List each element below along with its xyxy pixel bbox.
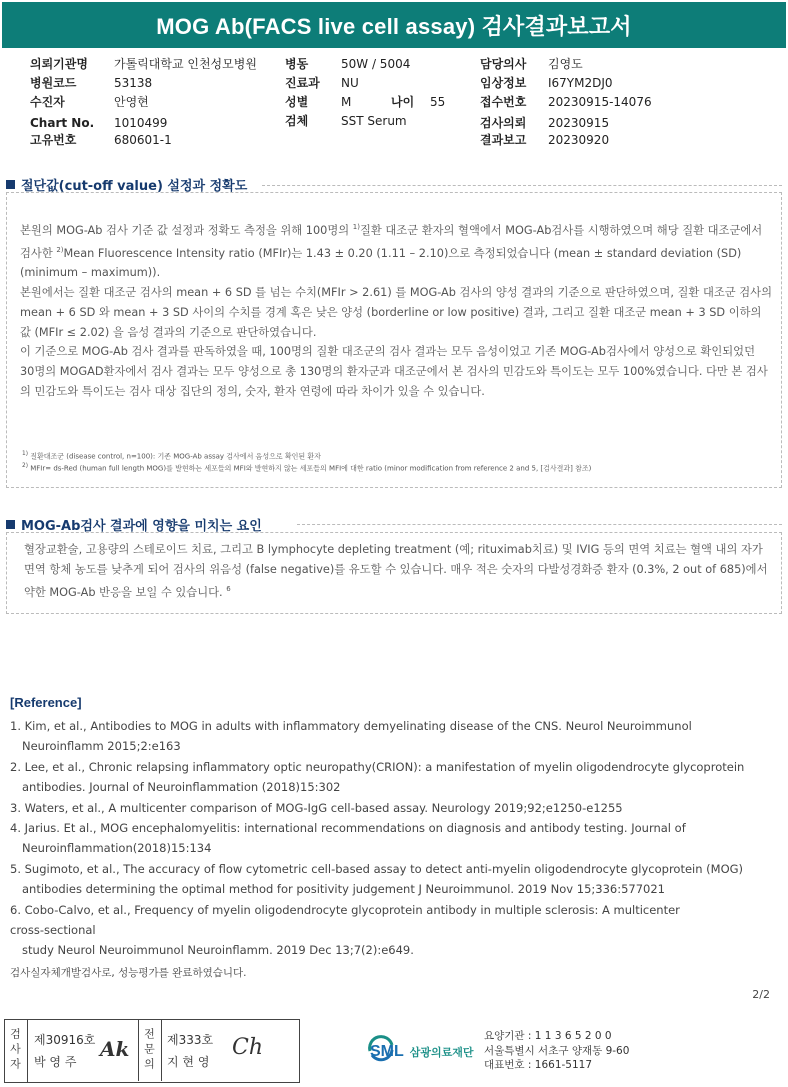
reference-item: 1. Kim, et al., Antibodies to MOG in adults with inflammatory demyelinating disease of the CNS. Neurol Neuroimmunol Neuroinflamm 2015;2:e163 xyxy=(10,719,692,754)
sml-logo xyxy=(366,1033,474,1063)
checker-license: 제333호 xyxy=(167,1033,214,1047)
label-institution: 의뢰기관명 xyxy=(30,57,88,71)
examiner-label: 검사자 xyxy=(8,1027,22,1073)
reference-item: 3. Waters, et al., A multicenter comparison of MOG-IgG cell-based assay. Neurology 2019;92;e1250-e1255 xyxy=(10,800,623,815)
value-request-date: 20230915 xyxy=(548,116,610,130)
reference-item: 4. Jarius. Et al., MOG encephalomyelitis: international recommendations on diagnosis and antibody testing. Journal of Neuroinflammation(2018)15:134 xyxy=(10,821,686,856)
divider xyxy=(262,185,782,186)
section-factors-title: MOG-Ab검사 결과에 영향을 미치는 요인 xyxy=(21,519,262,534)
checker-label: 전문의 xyxy=(142,1027,156,1073)
sml-org-name: 삼광의료재단 xyxy=(409,1046,474,1059)
label-unique-no: 고유번호 xyxy=(30,133,77,147)
label-hospital-code: 병원코드 xyxy=(30,76,77,90)
value-report-date: 20230920 xyxy=(548,133,610,147)
checker-signature: Ch xyxy=(232,1035,264,1060)
label-patient: 수진자 xyxy=(30,95,65,109)
reference-item: 5. Sugimoto, et al., The accuracy of flow cytometric cell-based assay to detect anti-myelin oligodendrocyte glycoprotein (MOG) antibodies determining the optimal method for positivity judgement J Neuroimmunol. 2019 Nov 15;336:577021 xyxy=(10,861,744,897)
section-factors-body xyxy=(24,540,770,602)
report-title: MOG Ab(FACS live cell assay) 검사결과보고서 xyxy=(2,2,786,48)
value-unique-no: 680601-1 xyxy=(114,133,172,147)
reference-item: 2. Lee, et al., Chronic relapsing inflammatory optic neuropathy(CRION): a manifestation of myelin oligodendrocyte glycoprotein antibodies. Journal of Neuroinflammation (2018)15:302 xyxy=(10,759,745,795)
value-chart-no: 1010499 xyxy=(114,116,168,130)
value-doctor: 김영도 xyxy=(548,57,583,71)
org-address: 서울특별시 서초구 양재동 9-60 xyxy=(484,1044,630,1057)
validation-note: 검사실자체개발검사로, 성능평가를 완료하였습니다. xyxy=(10,966,247,979)
label-ward: 병동 xyxy=(285,57,309,71)
value-department: NU xyxy=(341,76,359,90)
label-request-date: 검사의뢰 xyxy=(480,116,527,130)
reference-title: [Reference] xyxy=(10,695,82,710)
divider xyxy=(297,524,782,525)
org-code: 요양기관 : 1 1 3 6 5 2 0 0 xyxy=(484,1030,612,1042)
paragraph: 이 기준으로 MOG-Ab 검사 결과를 판독하였을 때, 100명의 질환 대조군의 검사 결과는 모두 음성이었고 기존 MOG-Ab검사에서 양성으로 확인되었던 30명의 MOGAD환자에서 검사 결과는 모두 양성으로 총 130명의 환자군과 대조군에서 본 검사의 민감도와 특이도는 모두 100%였습니다. 다만 본 검사의 민감도와 특이도는 검사 대상 집단의 정의, 숫자, 환자 연령에 따라 차이가 있을 수 있습니다. xyxy=(20,345,768,398)
label-department: 진료과 xyxy=(285,76,320,90)
footnote-2: $^{2)}$ MFIr= ds-Red (human full length MOG)를 발현하는 세포들의 MFI와 발현하지 않는 세포들의 MFI에 대한 ratio (minor modification from reference 2 and 5, [검사결과] 참조) xyxy=(22,463,592,473)
reference-item: 6. Cobo-Calvo, et al., Frequency of myelin oligodendrocyte glycoprotein antibody in multiple sclerosis: A multicenter cross-sectional study Neurol Neuroimmunol Neuroinflamm. 2019 Dec 13;7(2):e649. xyxy=(10,902,680,958)
examiner-license: 제30916호 xyxy=(34,1033,96,1047)
value-sex: M xyxy=(341,95,352,109)
value-clinical-info: I67YM2DJ0 xyxy=(548,76,613,90)
value-ward: 50W / 5004 xyxy=(341,57,411,71)
label-clinical-info: 임상정보 xyxy=(480,76,527,90)
checker-name: 지 현 영 xyxy=(167,1055,210,1069)
page-number: 2/2 xyxy=(752,988,770,1001)
org-phone: 대표번호 : 1661-5117 xyxy=(484,1059,593,1071)
value-specimen: SST Serum xyxy=(341,114,407,128)
signature-footer xyxy=(4,1019,786,1084)
section-cutoff-body xyxy=(20,218,772,402)
section-cutoff-title: 절단값(cut-off value) 설정과 정확도 xyxy=(21,179,248,194)
examiner-signature: Ak xyxy=(100,1037,130,1061)
label-sex: 성별 xyxy=(285,95,309,109)
examiner-name: 박 영 주 xyxy=(34,1055,77,1069)
label-chart-no: Chart No. xyxy=(30,116,95,130)
label-doctor: 담당의사 xyxy=(480,57,527,71)
label-report-date: 결과보고 xyxy=(480,133,527,147)
sml-logo-text: SML xyxy=(370,1043,404,1060)
label-specimen: 검체 xyxy=(285,114,309,128)
value-hospital-code: 53138 xyxy=(114,76,153,90)
label-receipt-no: 접수번호 xyxy=(480,95,527,109)
paragraph: 본원에서는 질환 대조군 검사의 mean + 6 SD 를 넘는 수치(MFIr > 2.61) 를 MOG-Ab 검사의 양성 결과의 기준으로 판단하였으며, 질환 대조군 검사의 mean + 6 SD 와 mean + 3 SD 사이의 수치를 경계 혹은 낮은 양성 (borderline or low positive) 결과, 그리고 질환 대조군 mean + 3 SD 이하의 값 (MFIr ≤ 2.02) 을 음성 결과의 기준으로 판단하였습니다. xyxy=(20,285,773,339)
org-info xyxy=(484,1029,629,1073)
reference-list xyxy=(10,716,780,983)
footnote-1: $^{1)}$ 질환대조군 (disease control, n=100): 기존 MOG-Ab assay 검사에서 음성으로 확인된 환자 xyxy=(22,451,321,461)
value-institution: 가톨릭대학교 인천성모병원 xyxy=(114,57,257,71)
paragraph: 본원의 MOG-Ab 검사 기준 값 설정과 정확도 측정을 위해 100명의 $^{1)}$질환 대조군 환자의 혈액에서 MOG-Ab검사를 시행하였으며 해당 질환 대조군에서 검사한 $^{2)}$Mean Fluorescence Intensity ratio (MFIr)는 1.43 ± 0.20 (1.11 – 2.10)으로 측정되었습니다 (mean ± standard deviation (SD) (minimum – maximum)). xyxy=(20,223,763,280)
square-bullet-icon xyxy=(6,520,15,529)
paragraph: 혈장교환술, 고용량의 스테로이드 치료, 그리고 B lymphocyte depleting treatment (예; rituximab치료) 및 IVIG 등의 면역 치료는 혈액 내의 자가면역 항체 농도를 낮추게 되어 검사의 위음성 (false negative)를 유도할 수 있습니다. 매우 적은 숫자의 다발성경화증 환자 (0.3%, 2 out of 685)에서 약한 MOG-Ab 반응을 보일 수 있습니다. $^6$ xyxy=(24,543,768,599)
value-receipt-no: 20230915-14076 xyxy=(548,95,652,109)
value-patient: 안영현 xyxy=(114,95,149,109)
label-age: 나이 xyxy=(391,95,415,109)
square-bullet-icon xyxy=(6,180,15,189)
value-age: 55 xyxy=(430,95,446,109)
